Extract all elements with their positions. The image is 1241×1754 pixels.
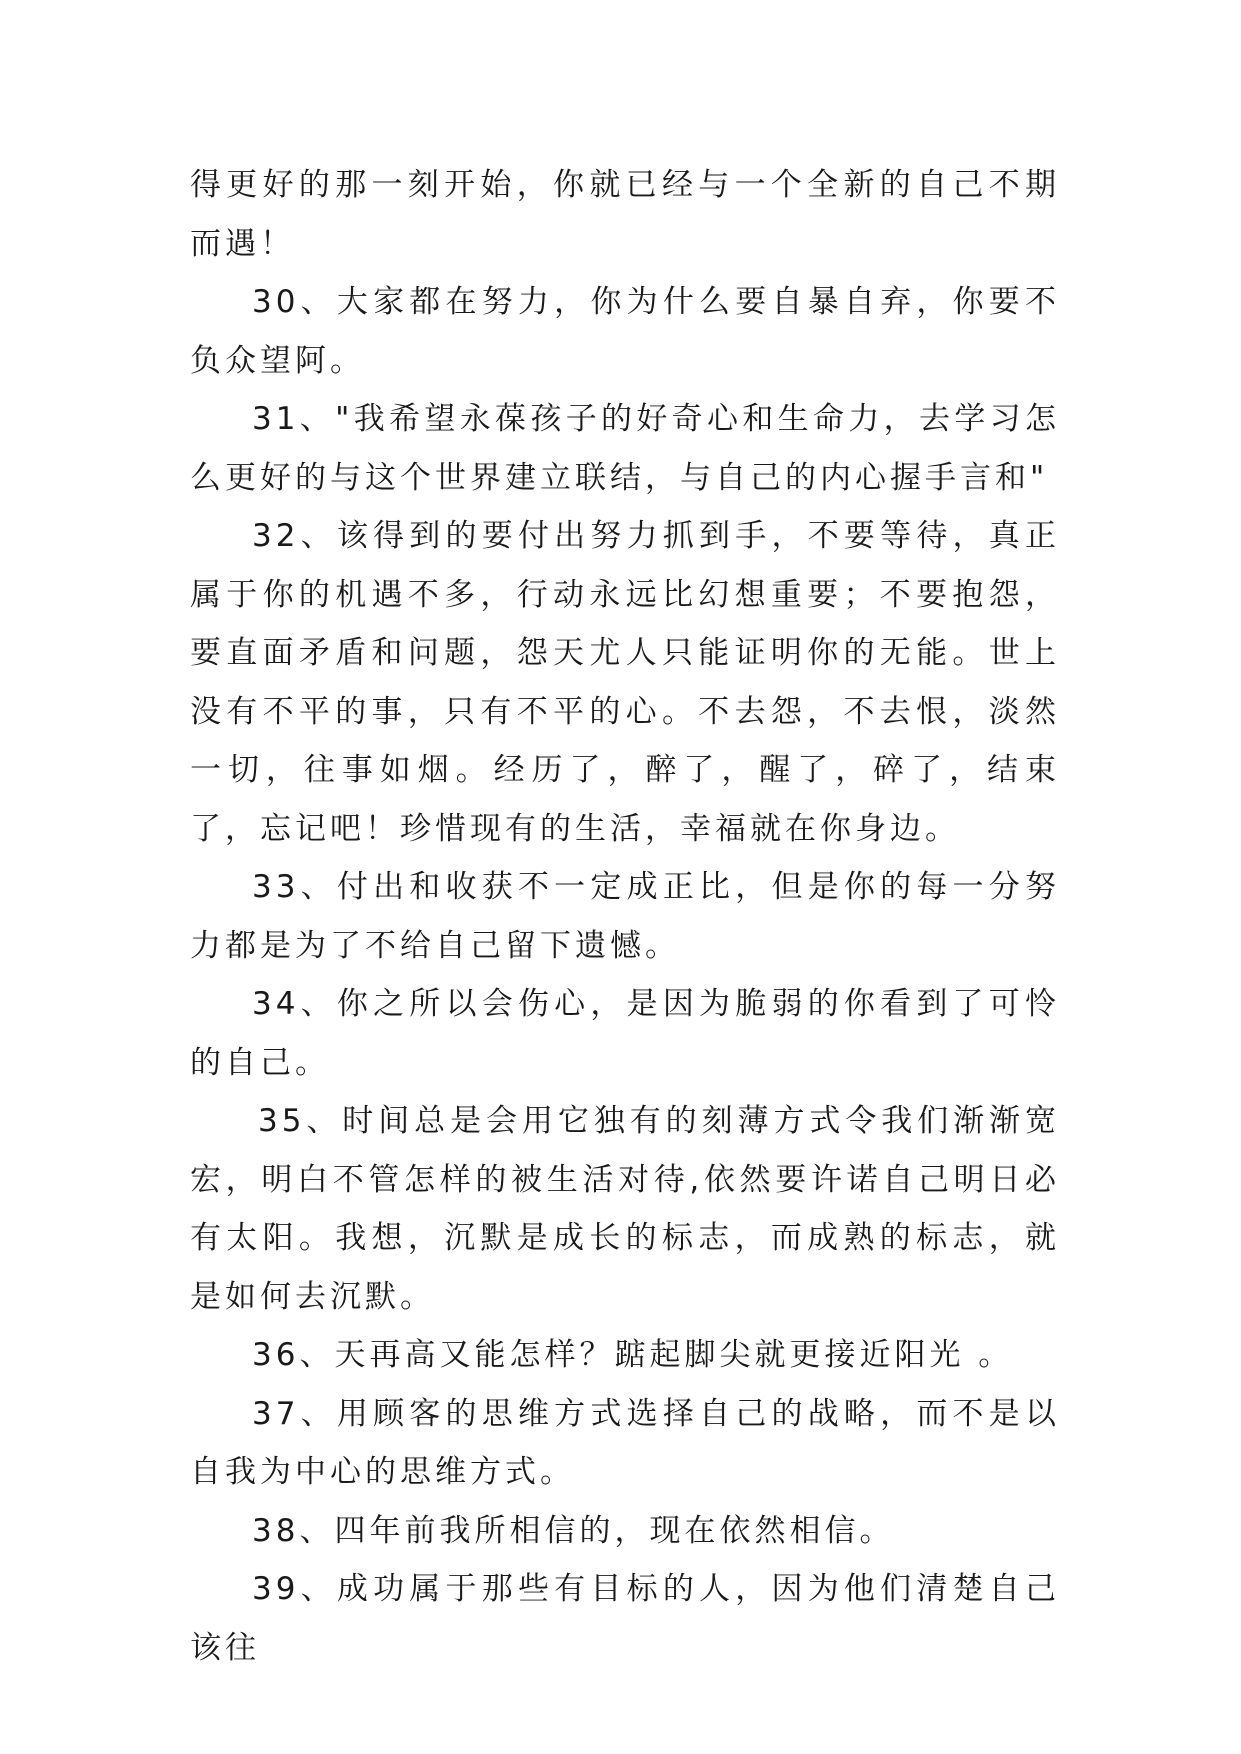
- paragraph-36: 36、天再高又能怎样？踮起脚尖就更接近阳光 。: [252, 1337, 1014, 1373]
- paragraph-30: 30、大家都在努力，你为什么要自暴自弃，你要不负众望阿。: [190, 284, 1060, 379]
- paragraph-37: 37、用顾客的思维方式选择自己的战略，而不是以自我为中心的思维方式。: [190, 1395, 1060, 1490]
- paragraph-39: 39、成功属于那些有目标的人，因为他们清楚自己该往: [190, 1571, 1060, 1666]
- body-text: [190, 156, 1060, 1677]
- paragraph-33: 33、付出和收获不一定成正比，但是你的每一分努力都是为了不给自己留下遗憾。: [190, 869, 1060, 964]
- paragraph-32: 32、该得到的要付出努力抓到手，不要等待，真正属于你的机遇不多，行动永远比幻想重要；不要抱怨，要直面矛盾和问题，怨天尤人只能证明你的无能。世上没有不平的事，只有不平的心。不去怨，不去恨，淡然一切，往事如烟。经历了，醉了，醒了，碎了，结束了，忘记吧！珍惜现有的生活，幸福就在你身边。: [190, 518, 1060, 847]
- paragraph-38: 38、四年前我所相信的，现在依然相信。: [252, 1512, 895, 1549]
- paragraph-31: 31、"我希望永葆孩子的好奇心和生命力，去学习怎么更好的与这个世界建立联结，与自己的内心握手言和": [190, 401, 1060, 496]
- paragraph-35: 35、时间总是会用它独有的刻薄方式令我们渐渐宽宏，明白不管怎样的被生活对待,依然要许诺自己明日必有太阳。我想，沉默是成长的标志，而成熟的标志，就是如何去沉默。: [190, 1103, 1060, 1315]
- paragraph-34: 34、你之所以会伤心，是因为脆弱的你看到了可怜的自己。: [190, 986, 1060, 1081]
- paragraph-continuation: 得更好的那一刻开始，你就已经与一个全新的自己不期而遇！: [190, 167, 1060, 262]
